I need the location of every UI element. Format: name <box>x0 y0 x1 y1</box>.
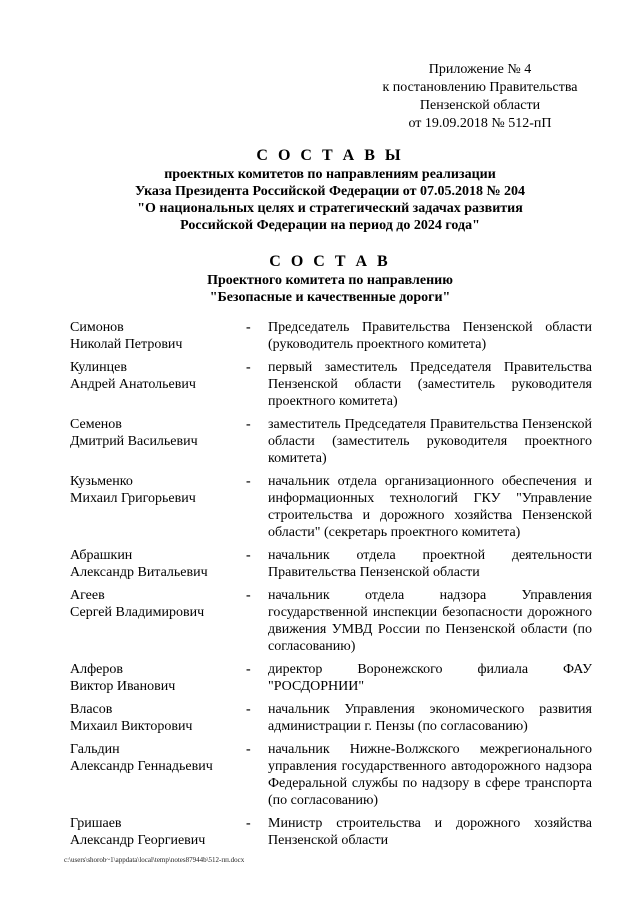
member-surname: Семенов <box>70 417 122 432</box>
appendix-number: Приложение № 4 <box>428 62 532 77</box>
member-row <box>70 815 592 849</box>
member-row <box>70 319 592 353</box>
member-given-names: Дмитрий Васильевич <box>70 434 198 449</box>
member-surname: Агеев <box>70 588 105 603</box>
member-row <box>70 741 592 809</box>
member-name <box>70 319 246 353</box>
member-surname: Алферов <box>70 662 123 677</box>
member-surname: Гришаев <box>70 816 122 831</box>
member-dash: - <box>246 360 251 375</box>
member-name <box>70 359 246 410</box>
member-row <box>70 701 592 735</box>
member-row <box>70 473 592 541</box>
member-name <box>70 587 246 655</box>
member-dash: - <box>246 588 251 603</box>
member-surname: Кулинцев <box>70 360 127 375</box>
member-row <box>70 359 592 410</box>
member-row <box>70 587 592 655</box>
member-name <box>70 416 246 467</box>
member-given-names: Михаил Григорьевич <box>70 491 196 506</box>
appendix-region: Пензенской области <box>419 98 541 113</box>
member-surname: Гальдин <box>70 742 120 757</box>
composition-subtitle-line: "Безопасные и качественные дороги" <box>209 290 451 305</box>
member-role: начальник отдела надзора Управления государственной инспекции безопасности дорожного движения УМВД России по Пензенской области (по согласованию) <box>268 588 592 654</box>
member-dash: - <box>246 742 251 757</box>
member-name <box>70 741 246 809</box>
member-given-names: Александр Геннадьевич <box>70 759 213 774</box>
appendix-header <box>370 61 590 133</box>
file-path-footer: c:\users\shorob~1\appdata\local\temp\notes87944b\512-пп.docx <box>64 856 245 864</box>
compositions-subtitle-line: Указа Президента Российской Федерации от 07.05.2018 № 204 <box>134 184 526 199</box>
member-role: Председатель Правительства Пензенской области (руководитель проектного комитета) <box>268 320 592 352</box>
member-dash: - <box>246 474 251 489</box>
member-name <box>70 473 246 541</box>
member-role: Министр строительства и дорожного хозяйства Пензенской области <box>268 816 592 848</box>
member-role: начальник отдела проектной деятельности Правительства Пензенской области <box>268 548 592 580</box>
member-given-names: Николай Петрович <box>70 337 183 352</box>
member-role: начальник Нижне-Волжского межрегионального управления государственного автодорожного надзора Федеральной службы по надзору в сфере транспорта (по согласованию) <box>268 742 592 808</box>
member-given-names: Александр Витальевич <box>70 565 208 580</box>
member-dash: - <box>246 548 251 563</box>
member-name <box>70 661 246 695</box>
members-list <box>70 319 592 855</box>
member-surname: Абрашкин <box>70 548 133 563</box>
member-surname: Симонов <box>70 320 124 335</box>
compositions-heading <box>60 146 600 234</box>
member-surname: Кузьменко <box>70 474 133 489</box>
member-name <box>70 815 246 849</box>
composition-heading <box>60 252 600 306</box>
member-row <box>70 416 592 467</box>
appendix-date: от 19.09.2018 № 512-пП <box>408 116 552 131</box>
member-dash: - <box>246 417 251 432</box>
composition-title: С О С Т А В <box>269 253 391 270</box>
member-name <box>70 547 246 581</box>
member-given-names: Виктор Иванович <box>70 679 176 694</box>
member-dash: - <box>246 816 251 831</box>
member-role: начальник отдела организационного обеспечения и информационных технологий ГКУ "Управление строительства и дорожного хозяйства Пензенской области" (секретарь проектного комитета) <box>268 474 592 540</box>
member-given-names: Михаил Викторович <box>70 719 193 734</box>
member-role: начальник Управления экономического развития администрации г. Пензы (по согласованию) <box>268 702 592 734</box>
member-row <box>70 547 592 581</box>
compositions-title: С О С Т А В Ы <box>256 147 404 164</box>
member-given-names: Сергей Владимирович <box>70 605 205 620</box>
member-surname: Власов <box>70 702 113 717</box>
compositions-subtitle-line: Российской Федерации на период до 2024 года" <box>180 218 480 233</box>
member-given-names: Андрей Анатольевич <box>70 377 196 392</box>
member-dash: - <box>246 702 251 717</box>
composition-subtitle-line: Проектного комитета по направлению <box>207 273 453 288</box>
member-given-names: Александр Георгиевич <box>70 833 206 848</box>
member-role: директор Воронежского филиала ФАУ "РОСДОРНИИ" <box>268 662 592 694</box>
appendix-reference: к постановлению Правительства <box>382 80 578 95</box>
member-dash: - <box>246 320 251 335</box>
compositions-subtitle-line: "О национальных целях и стратегический задачах развития <box>137 201 523 216</box>
member-role: первый заместитель Председателя Правительства Пензенской области (заместитель руководителя проектного комитета) <box>268 360 592 409</box>
member-name <box>70 701 246 735</box>
member-role: заместитель Председателя Правительства Пензенской области (заместитель руководителя проектного комитета) <box>268 417 592 466</box>
member-dash: - <box>246 662 251 677</box>
compositions-subtitle-line: проектных комитетов по направлениям реализации <box>164 167 496 182</box>
member-row <box>70 661 592 695</box>
